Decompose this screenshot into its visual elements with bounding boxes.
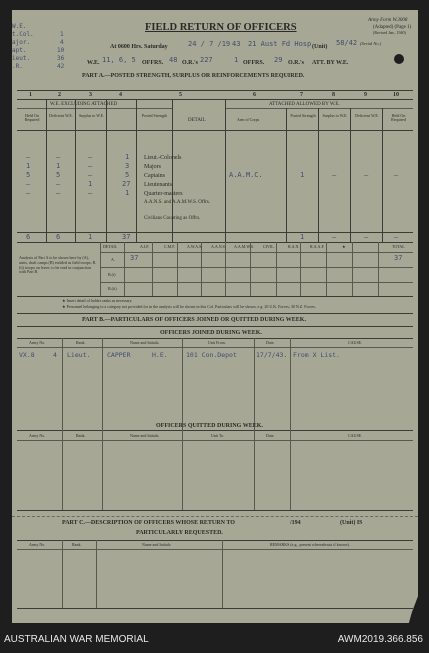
rule [17,90,413,91]
arm-of-corps: A.A.M.C. [229,171,263,179]
column-number: 5 [179,92,182,98]
joined-unit-from: 101 Con.Depot [186,351,237,359]
rule [96,540,97,608]
right-header: Arm of Corps [237,117,260,122]
breakdown-row-label: B.(i) [108,272,116,277]
rule [17,99,413,100]
column-number: 1 [29,92,32,98]
column-number: 10 [393,92,399,98]
part-c-subtitle: PARTICULARLY REQUESTED. [136,530,223,536]
cell-value: 5 [26,171,31,179]
breakdown-header: A.W.A.S. [187,244,203,249]
rule [17,347,413,348]
rule [17,510,413,511]
quitted-header: CAUSE. [348,433,363,438]
att-or-label: O.R.'s [288,60,305,66]
right-header: Posted Strength [290,113,316,118]
breakdown-header: ★ [342,244,346,249]
form-adapted: (Adapted) (Page 1) [373,25,412,30]
rule [182,338,183,430]
rule [225,242,226,296]
total-value: 1 [300,233,305,241]
cell-value: 1 [26,162,31,170]
rule [177,242,178,296]
cell-value: 27 [122,180,131,188]
joined-header: Name and Initials. [130,340,160,345]
detail-row-label: Lieutenants [144,182,172,188]
margin-note: t.Col. [12,31,34,38]
rule [100,252,413,253]
rule [352,242,353,296]
part-c-header: Name and Initials. [142,542,172,547]
total-value: 1 [88,233,93,241]
joined-header: Army No. [29,340,46,345]
margin-value: 1 [60,31,64,38]
rule [254,338,255,430]
cell-value: 1 [125,153,130,161]
rule [318,108,319,242]
column-number: 8 [332,92,335,98]
left-header: Held On Required [24,113,40,122]
cell-value: 1 [88,180,93,188]
rule [250,242,251,296]
return-year: 43 [232,40,241,48]
cell-value: – [332,171,337,179]
margin-value: 4 [60,39,64,46]
form-sheet [12,10,418,623]
footnote: ★ Personnel belonging to a category not provided for in the analysis will be shown in this Col. Particulars will be shown, e.g. 20 U.K. Forces; 30 N.Z. Forces. [62,304,316,309]
rule [378,242,379,296]
quitted-header: Name and Initials. [130,433,160,438]
joined-name: CAPPER [107,351,131,359]
cell-value: – [88,153,93,161]
rule [17,549,413,550]
rule [17,540,413,541]
rule [225,99,226,242]
part-c-header: Rank. [72,542,82,547]
total-value: 37 [122,233,131,241]
we-values: 11, 6, 5 [102,56,136,64]
rule [326,242,327,296]
breakdown-row-label: B.(ii) [108,286,117,291]
rule [100,242,101,296]
cell-value: – [88,171,93,179]
joined-army-no-tail: 4 [53,351,57,359]
rule [182,430,183,510]
joined-title: OFFICERS JOINED DURING WEEK. [160,330,262,336]
detail-header: DETAIL [188,118,206,123]
att-or-value: 29 [274,56,283,64]
cell-value: – [394,171,399,179]
cell-value: – [88,189,93,197]
right-header: Surplus to W.E. [322,113,348,118]
left-header: Deficient W.E. [49,113,73,118]
footer-accession: AWM2019.366.856 [337,634,423,645]
margin-note: .R. [12,63,23,70]
breakdown-note: Analysis of Part A to be shown here by (A), units, draft camps (B) entitled as field troops; B. (ii) troops on leave; to be read in conjunction with Part B. [19,255,97,275]
footer-institution: AUSTRALIAN WAR MEMORIAL [4,634,149,645]
column-number: 6 [253,92,256,98]
group-header-right: ATTACHED ALLOWED BY W.E. [269,102,340,107]
joined-header: CAUSE. [348,340,363,345]
footnote: ★ Insert detail of holder ranks as necessary. [62,298,133,303]
rule [62,430,63,510]
rule [75,99,76,242]
rule [17,108,172,109]
att-offrs-label: OFFRS. [243,60,265,66]
detail-row-label: Majors [144,164,161,170]
rule [100,282,413,283]
rule [17,296,413,297]
joined-cause: From X List. [293,351,340,359]
form-revised: (Revised Jan., 1940) [373,30,406,35]
part-c-header: REMARKS (e.g., present whereabouts if known). [270,542,350,547]
margin-value: 36 [57,55,65,62]
cell-value: 3 [125,162,130,170]
cell-value: 5 [56,171,61,179]
column-number: 7 [300,92,303,98]
detail-row-label: A.A.N.S. and A.A.M.W.S. Offrs. [144,200,210,205]
left-header: Surplus to W.E. [78,113,105,118]
part-a-title: PART A.—POSTED STRENGTH, SURPLUS OR REINFORCEMENTS REQUIRED. [82,73,305,79]
breakdown-header: R.A.A.F. [310,244,325,249]
margin-note: W.E. [12,23,27,30]
breakdown-header: DETAIL [103,244,118,249]
joined-header: Date. [266,340,275,345]
quitted-title: OFFICERS QUITTED DURING WEEK. [156,423,263,429]
serial-label: (Serial No.) [360,41,382,46]
quitted-header: Rank. [76,433,86,438]
quitted-header: Unit To. [211,433,225,438]
or-value: 227 [200,56,213,64]
army-form-number: Army Form W.3008 [368,18,408,23]
part-c-title: PART C.—DESCRIPTION OF OFFICERS WHOSE RETURN TO [62,520,235,526]
form-title: FIELD RETURN OF OFFICERS [145,22,297,33]
rule [46,99,47,242]
rule [350,108,351,242]
cell-value: – [26,180,31,188]
rule [382,108,383,242]
cell-value: – [56,180,61,188]
margin-note: ajor. [12,39,31,46]
rule [62,540,63,608]
margin-note: apt. [12,47,27,54]
part-c-date: /194 [290,520,301,526]
detail-row-label: Quarter-masters [144,191,183,197]
rule [300,242,301,296]
part-b-title: PART B.—PARTICULARS OF OFFICERS JOINED OR QUITTED DURING WEEK. [82,317,306,323]
rule [17,440,413,441]
group-header-left: W.E. EXCLUDING ATTACHED [50,102,118,107]
right-header: Held On Required [391,113,406,122]
rule [225,108,413,109]
rule [102,430,103,510]
margin-note: ieut. [12,55,31,62]
detail-row-label: Lieut.-Colonels [144,155,182,161]
joined-header: Rank. [76,340,86,345]
cell-value: – [26,189,31,197]
column-number: 4 [119,92,122,98]
breakdown-value: 37 [130,254,139,262]
rule [100,267,413,268]
rule [201,242,202,296]
att-by-we: ATT. BY W.E. [312,60,349,66]
right-header: Deficient W.E. [355,113,379,118]
serial-number: 58/42 [336,39,358,47]
cell-value: – [56,189,61,197]
we-label: W.E. [87,60,100,66]
att-offrs-value: 1 [234,56,239,64]
column-number: 2 [58,92,61,98]
or-label: O.R.'s [182,60,199,66]
offrs-label: OFFRS. [142,60,164,66]
rule [254,430,255,510]
at-line: At 0600 Hrs. Saturday [110,44,168,50]
cell-value: 1 [56,162,61,170]
rule [17,232,413,233]
torn-corner [404,570,429,640]
breakdown-header: CIVIL. [263,244,275,249]
rule [290,338,291,430]
breakdown-header: R.A.N. [288,244,300,249]
rule [17,326,413,327]
cell-value: – [26,153,31,161]
breakdown-header: C.M.F. [164,244,176,249]
unit-label: (Unit) [312,44,328,50]
rule [124,242,125,296]
cell-value: 1 [300,171,305,179]
rule [17,242,413,243]
breakdown-row-label: A. [111,257,115,262]
quitted-header: Army No. [29,433,46,438]
rule [17,430,413,431]
offrs-value: 48 [169,56,178,64]
rule [106,99,107,242]
rule [17,130,413,131]
breakdown-header: A.A.N.S. [211,244,226,249]
total-value: – [394,233,399,241]
rule [276,242,277,296]
breakdown-header: A.A.M.W.S. [234,244,254,249]
total-value: – [364,233,369,241]
breakdown-value: 37 [394,254,403,262]
rule [17,338,413,339]
cell-value: 1 [125,189,130,197]
rule [102,338,103,430]
perforation [12,516,418,517]
punch-hole [394,54,404,64]
margin-value: 42 [57,63,65,70]
detail-row-label: Captains [144,173,165,179]
return-date: 24 / 7 /19 [188,40,231,48]
cell-value: – [364,171,369,179]
rule [286,108,287,242]
rule [222,540,223,608]
joined-rank: Lieut. [67,351,91,359]
cell-value: – [56,153,61,161]
rule [62,338,63,430]
column-number: 9 [364,92,367,98]
rule [17,608,413,609]
left-header: Posted Strength [141,113,168,118]
joined-army-no: VX.8 [19,351,35,359]
margin-value: 10 [57,47,65,54]
rule [17,313,413,314]
cell-value: – [88,162,93,170]
rule [290,430,291,510]
detail-row-label: Civilians Counting as Offrs. [144,216,201,221]
quitted-header: Date. [266,433,275,438]
rule [152,242,153,296]
joined-date: 17/7/43. [256,351,288,359]
total-value: 6 [56,233,61,241]
joined-initials: H.E. [152,351,168,359]
part-c-header: Army No. [29,542,46,547]
part-c-unit: (Unit) IS [340,520,363,526]
column-number: 3 [89,92,92,98]
breakdown-header: TOTAL [392,244,405,249]
unit-name: 21 Aust Fd Hosp [248,40,312,48]
joined-header: Unit From. [208,340,226,345]
total-value: – [332,233,337,241]
breakdown-header: A.I.F. [140,244,150,249]
cell-value: 5 [125,171,130,179]
rule [136,99,137,242]
total-value: 6 [26,233,31,241]
